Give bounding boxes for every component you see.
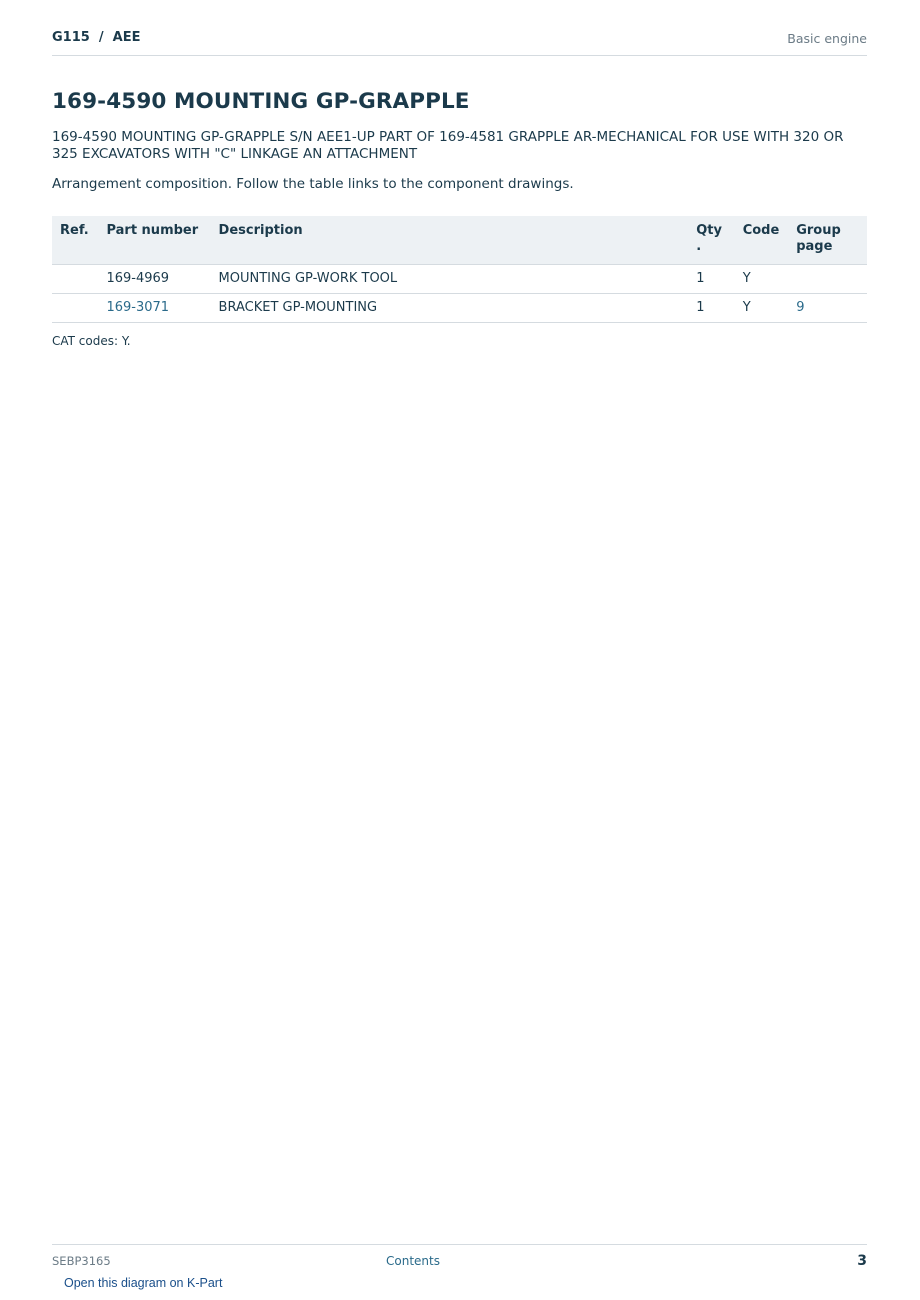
cell-part-number: 169-4969: [98, 265, 210, 294]
document-page: [52, 0, 867, 1300]
cell-code: Y: [735, 294, 789, 323]
page-subtitle: 169-4590 MOUNTING GP-GRAPPLE S/N AEE1-UP PART OF 169-4581 GRAPPLE AR-MECHANICAL FOR USE WITH 320 OR 325 EXCAVATORS WITH "C" LINKAGE AN ATTACHMENT: [52, 129, 844, 162]
document-id: SEBP3165: [52, 1254, 111, 1268]
breadcrumb: G115 / AEE: [52, 30, 141, 45]
cat-codes-note: CAT codes: Y.: [52, 334, 131, 348]
cell-qty: 1: [688, 294, 734, 323]
header-qty: Qty .: [688, 216, 734, 265]
parts-table: [52, 216, 867, 323]
part-number-link[interactable]: 169-3071: [106, 300, 170, 315]
contents-link[interactable]: Contents: [386, 1254, 440, 1268]
cell-part-number: [98, 294, 210, 323]
cell-ref: [52, 265, 98, 294]
header-code: Code: [735, 216, 789, 265]
table-header-row: [52, 216, 867, 265]
page-footer: [52, 1244, 867, 1290]
header-part-number: Part number: [98, 216, 210, 265]
intro-text: Arrangement composition. Follow the table links to the component drawings.: [52, 176, 574, 192]
page-number: 3: [857, 1253, 867, 1269]
page-title: 169-4590 MOUNTING GP-GRAPPLE: [52, 89, 470, 114]
cell-qty: 1: [688, 265, 734, 294]
group-page-link[interactable]: 9: [796, 300, 805, 315]
table-row: [52, 265, 867, 294]
cell-description: BRACKET GP-MOUNTING: [211, 294, 689, 323]
header-group-page: Group page: [788, 216, 867, 265]
header-description: Description: [211, 216, 689, 265]
cell-group-page: [788, 265, 867, 294]
cell-description: MOUNTING GP-WORK TOOL: [211, 265, 689, 294]
cell-ref: [52, 294, 98, 323]
header-ref: Ref.: [52, 216, 98, 265]
page-header: [52, 28, 867, 56]
open-kpart-link[interactable]: Open this diagram on K-Part: [64, 1276, 223, 1290]
table-row: [52, 294, 867, 323]
cell-group-page: [788, 294, 867, 323]
cell-code: Y: [735, 265, 789, 294]
section-label: Basic engine: [787, 31, 867, 46]
